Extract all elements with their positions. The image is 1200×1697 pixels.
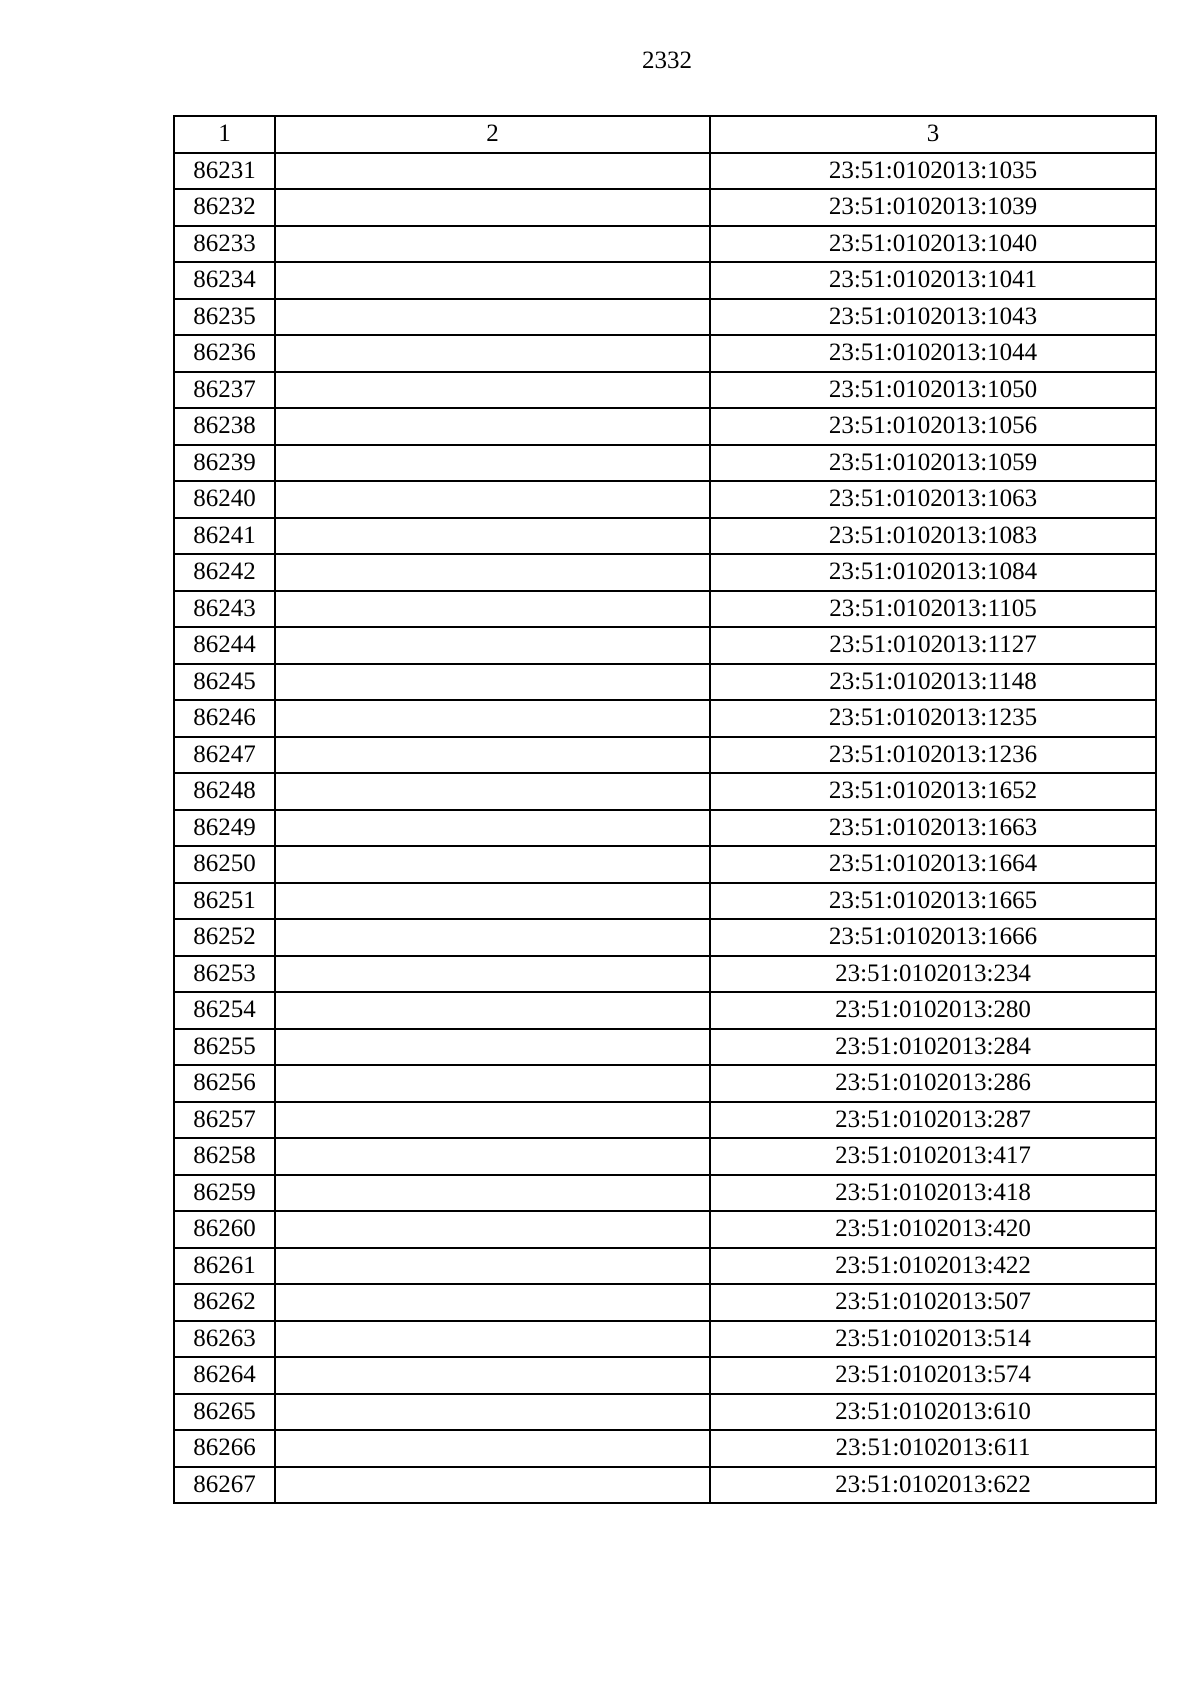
table-row (174, 1321, 1156, 1358)
cadastral-number-cell: 23:51:0102013:422 (710, 1248, 1156, 1285)
cadastral-number-cell: 23:51:0102013:420 (710, 1211, 1156, 1248)
table-row (174, 554, 1156, 591)
table-row (174, 372, 1156, 409)
table-row (174, 1430, 1156, 1467)
header-cell-2: 2 (275, 116, 710, 153)
cadastral-number-cell: 23:51:0102013:286 (710, 1065, 1156, 1102)
table-row (174, 700, 1156, 737)
cadastral-number-cell: 23:51:0102013:1040 (710, 226, 1156, 263)
table-row (174, 226, 1156, 263)
table-row (174, 1102, 1156, 1139)
description-cell (275, 1175, 710, 1212)
cadastral-number-cell: 23:51:0102013:287 (710, 1102, 1156, 1139)
cadastral-number-cell: 23:51:0102013:610 (710, 1394, 1156, 1431)
description-cell (275, 810, 710, 847)
description-cell (275, 1029, 710, 1066)
table-header-row (174, 116, 1156, 153)
cadastral-number-cell: 23:51:0102013:1041 (710, 262, 1156, 299)
cadastral-number-cell: 23:51:0102013:1666 (710, 919, 1156, 956)
table-row (174, 956, 1156, 993)
row-number-cell: 86258 (174, 1138, 275, 1175)
page-number: 2332 (642, 47, 692, 74)
row-number-cell: 86246 (174, 700, 275, 737)
description-cell (275, 773, 710, 810)
description-cell (275, 1248, 710, 1285)
description-cell (275, 1394, 710, 1431)
description-cell (275, 408, 710, 445)
description-cell (275, 664, 710, 701)
table-row (174, 1248, 1156, 1285)
row-number-cell: 86253 (174, 956, 275, 993)
row-number-cell: 86245 (174, 664, 275, 701)
cadastral-number-cell: 23:51:0102013:1084 (710, 554, 1156, 591)
description-cell (275, 554, 710, 591)
table-row (174, 1065, 1156, 1102)
row-number-cell: 86249 (174, 810, 275, 847)
table-row (174, 1394, 1156, 1431)
cadastral-number-cell: 23:51:0102013:1083 (710, 518, 1156, 555)
description-cell (275, 1138, 710, 1175)
description-cell (275, 1321, 710, 1358)
cadastral-number-cell: 23:51:0102013:1059 (710, 445, 1156, 482)
cadastral-number-cell: 23:51:0102013:574 (710, 1357, 1156, 1394)
row-number-cell: 86243 (174, 591, 275, 628)
cadastral-number-cell: 23:51:0102013:1043 (710, 299, 1156, 336)
cadastral-number-cell: 23:51:0102013:507 (710, 1284, 1156, 1321)
table-row (174, 335, 1156, 372)
cadastral-number-cell: 23:51:0102013:280 (710, 992, 1156, 1029)
row-number-cell: 86265 (174, 1394, 275, 1431)
description-cell (275, 481, 710, 518)
description-cell (275, 1211, 710, 1248)
table-row (174, 1029, 1156, 1066)
cadastral-number-cell: 23:51:0102013:1236 (710, 737, 1156, 774)
row-number-cell: 86247 (174, 737, 275, 774)
description-cell (275, 226, 710, 263)
row-number-cell: 86232 (174, 189, 275, 226)
table-row (174, 627, 1156, 664)
row-number-cell: 86254 (174, 992, 275, 1029)
row-number-cell: 86255 (174, 1029, 275, 1066)
table-row (174, 1357, 1156, 1394)
row-number-cell: 86236 (174, 335, 275, 372)
row-number-cell: 86239 (174, 445, 275, 482)
cadastral-number-cell: 23:51:0102013:514 (710, 1321, 1156, 1358)
cadastral-number-cell: 23:51:0102013:284 (710, 1029, 1156, 1066)
header-cell-3: 3 (710, 116, 1156, 153)
description-cell (275, 627, 710, 664)
cadastral-number-cell: 23:51:0102013:622 (710, 1467, 1156, 1504)
table-row (174, 481, 1156, 518)
table-body (174, 116, 1156, 1503)
cadastral-number-cell: 23:51:0102013:417 (710, 1138, 1156, 1175)
description-cell (275, 1284, 710, 1321)
description-cell (275, 883, 710, 920)
description-cell (275, 956, 710, 993)
row-number-cell: 86260 (174, 1211, 275, 1248)
cadastral-number-cell: 23:51:0102013:234 (710, 956, 1156, 993)
cadastral-number-cell: 23:51:0102013:1652 (710, 773, 1156, 810)
cadastral-number-cell: 23:51:0102013:1056 (710, 408, 1156, 445)
row-number-cell: 86252 (174, 919, 275, 956)
row-number-cell: 86251 (174, 883, 275, 920)
row-number-cell: 86244 (174, 627, 275, 664)
description-cell (275, 189, 710, 226)
cadastral-number-cell: 23:51:0102013:1664 (710, 846, 1156, 883)
row-number-cell: 86241 (174, 518, 275, 555)
table-row (174, 1211, 1156, 1248)
description-cell (275, 153, 710, 190)
description-cell (275, 335, 710, 372)
data-table (173, 115, 1157, 1504)
description-cell (275, 1102, 710, 1139)
row-number-cell: 86235 (174, 299, 275, 336)
description-cell (275, 1430, 710, 1467)
table-row (174, 1467, 1156, 1504)
row-number-cell: 86267 (174, 1467, 275, 1504)
description-cell (275, 262, 710, 299)
row-number-cell: 86240 (174, 481, 275, 518)
table-row (174, 262, 1156, 299)
description-cell (275, 700, 710, 737)
cadastral-number-cell: 23:51:0102013:1044 (710, 335, 1156, 372)
cadastral-number-cell: 23:51:0102013:611 (710, 1430, 1156, 1467)
description-cell (275, 591, 710, 628)
cadastral-number-cell: 23:51:0102013:1050 (710, 372, 1156, 409)
description-cell (275, 919, 710, 956)
description-cell (275, 737, 710, 774)
row-number-cell: 86256 (174, 1065, 275, 1102)
table-row (174, 846, 1156, 883)
table-row (174, 664, 1156, 701)
row-number-cell: 86264 (174, 1357, 275, 1394)
description-cell (275, 445, 710, 482)
cadastral-number-cell: 23:51:0102013:1665 (710, 883, 1156, 920)
cadastral-number-cell: 23:51:0102013:1663 (710, 810, 1156, 847)
cadastral-number-cell: 23:51:0102013:1035 (710, 153, 1156, 190)
description-cell (275, 846, 710, 883)
cadastral-number-cell: 23:51:0102013:1148 (710, 664, 1156, 701)
table-row (174, 1138, 1156, 1175)
description-cell (275, 1467, 710, 1504)
row-number-cell: 86261 (174, 1248, 275, 1285)
row-number-cell: 86231 (174, 153, 275, 190)
row-number-cell: 86250 (174, 846, 275, 883)
table-row (174, 992, 1156, 1029)
table-row (174, 408, 1156, 445)
description-cell (275, 1065, 710, 1102)
row-number-cell: 86238 (174, 408, 275, 445)
row-number-cell: 86234 (174, 262, 275, 299)
table-row (174, 737, 1156, 774)
table-row (174, 591, 1156, 628)
cadastral-number-cell: 23:51:0102013:1127 (710, 627, 1156, 664)
cadastral-number-cell: 23:51:0102013:418 (710, 1175, 1156, 1212)
description-cell (275, 992, 710, 1029)
row-number-cell: 86248 (174, 773, 275, 810)
cadastral-number-cell: 23:51:0102013:1063 (710, 481, 1156, 518)
description-cell (275, 1357, 710, 1394)
table-row (174, 919, 1156, 956)
table-row (174, 883, 1156, 920)
description-cell (275, 518, 710, 555)
cadastral-number-cell: 23:51:0102013:1235 (710, 700, 1156, 737)
row-number-cell: 86262 (174, 1284, 275, 1321)
table-row (174, 773, 1156, 810)
cadastral-number-cell: 23:51:0102013:1039 (710, 189, 1156, 226)
row-number-cell: 86266 (174, 1430, 275, 1467)
table-row (174, 445, 1156, 482)
row-number-cell: 86237 (174, 372, 275, 409)
row-number-cell: 86263 (174, 1321, 275, 1358)
row-number-cell: 86233 (174, 226, 275, 263)
row-number-cell: 86242 (174, 554, 275, 591)
description-cell (275, 299, 710, 336)
table-row (174, 1175, 1156, 1212)
table-row (174, 153, 1156, 190)
row-number-cell: 86257 (174, 1102, 275, 1139)
row-number-cell: 86259 (174, 1175, 275, 1212)
table-row (174, 810, 1156, 847)
description-cell (275, 372, 710, 409)
table-row (174, 518, 1156, 555)
cadastral-number-cell: 23:51:0102013:1105 (710, 591, 1156, 628)
table-row (174, 299, 1156, 336)
table-row (174, 1284, 1156, 1321)
table-row (174, 189, 1156, 226)
header-cell-1: 1 (174, 116, 275, 153)
